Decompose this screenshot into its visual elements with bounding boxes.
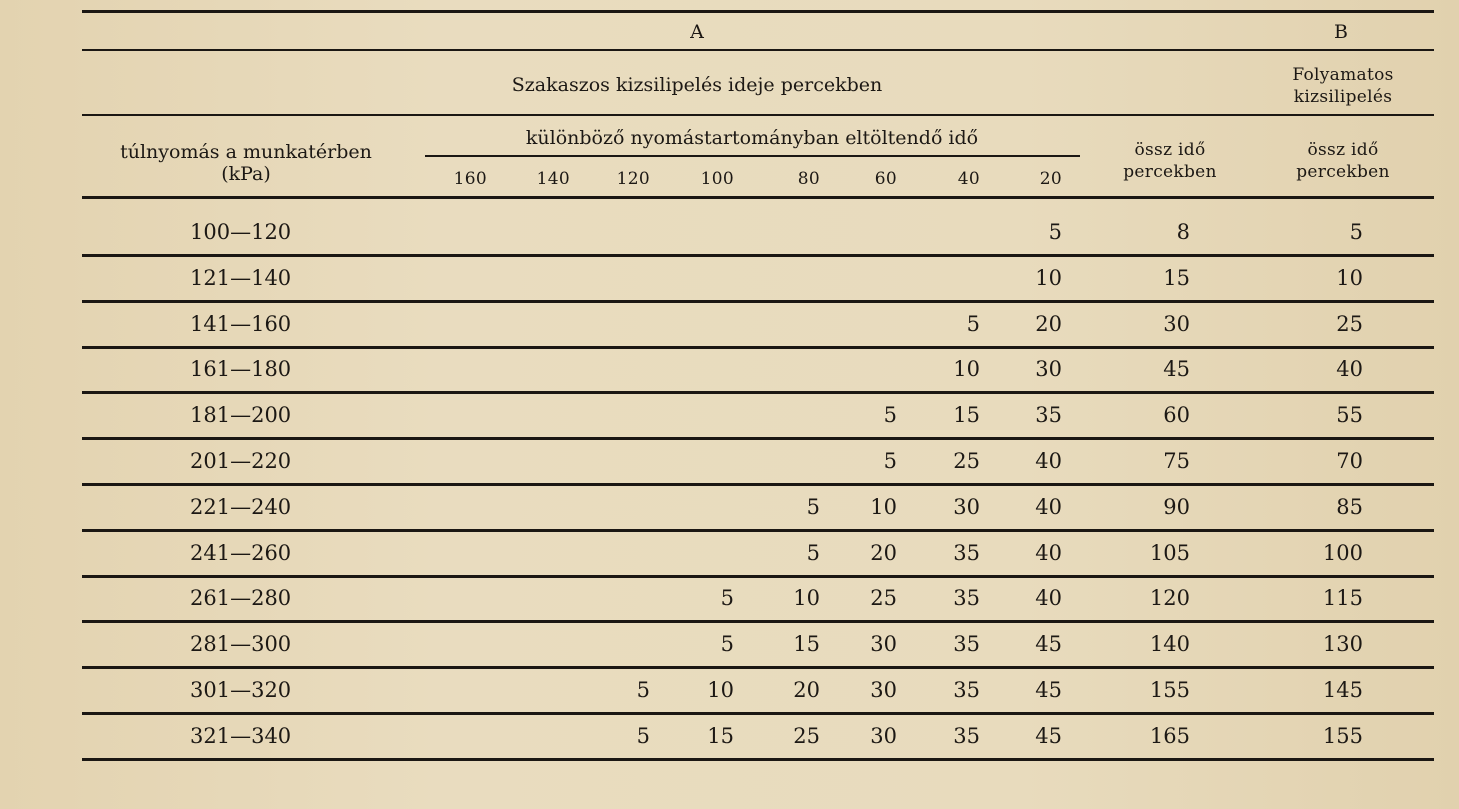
row-pressure-range: 121—140 [190,265,292,290]
column-group-a-label: A [690,21,704,43]
table-cell: 35 [953,632,980,657]
table-row-rule [82,254,1434,257]
pressure-level-header: 20 [1039,169,1062,189]
pressure-level-header: 120 [616,169,650,189]
table-cell: 15 [707,723,734,748]
total-a-header-line2: percekben [1123,162,1217,182]
table-cell: 30 [870,678,897,702]
table-row-rule [82,300,1434,303]
total-a-cell: 165 [1149,723,1190,748]
table-cell: 5 [883,449,897,473]
total-a-cell: 8 [1176,220,1190,244]
subtitle-underline [425,155,1080,157]
table-row-rule [82,437,1434,440]
row-pressure-range: 301—320 [190,678,292,702]
table-cell: 35 [953,540,980,565]
table-cell: 40 [1035,540,1062,565]
table-cell: 40 [1035,586,1062,611]
table-cell: 45 [1035,632,1062,657]
total-a-cell: 105 [1149,540,1190,565]
row-pressure-range: 241—260 [190,540,292,565]
row-header-label: túlnyomás a munkatérben [120,141,372,163]
section-b-title-line2: kizsilipelés [1293,87,1393,107]
total-a-cell: 60 [1163,403,1190,428]
table-cell: 40 [1035,449,1062,473]
total-a-cell: 155 [1149,678,1190,702]
table-rule-header-2 [82,114,1434,116]
total-a-cell: 15 [1163,265,1190,290]
total-b-cell: 155 [1322,723,1363,748]
section-a-subtitle: különböző nyomástartományban eltöltendő idő [525,127,979,149]
table-row-rule [82,758,1434,761]
pressure-level-header: 60 [874,169,897,189]
table-cell: 25 [953,449,980,473]
table-cell: 15 [793,632,820,657]
table-cell: 45 [1035,723,1062,748]
table-cell: 25 [793,723,820,748]
total-b-cell: 10 [1336,265,1363,290]
row-header-unit: (kPa) [221,163,271,185]
table-cell: 45 [1035,678,1062,702]
pressure-level-header: 140 [536,169,570,189]
table-cell: 10 [707,678,734,702]
section-a-title: Szakaszos kizsilipelés ideje percekben [511,74,883,96]
table-row-rule [82,483,1434,486]
row-pressure-range: 261—280 [190,586,292,611]
total-b-cell: 100 [1322,540,1363,565]
table-cell: 5 [806,540,820,565]
table-cell: 5 [720,632,734,657]
table-cell: 35 [953,678,980,702]
row-pressure-range: 141—160 [190,311,292,336]
table-cell: 20 [1035,311,1062,336]
total-b-header-line2: percekben [1296,162,1390,182]
row-pressure-range: 221—240 [190,494,292,519]
total-a-header-line1: össz idő [1134,140,1206,160]
total-b-cell: 85 [1336,494,1363,519]
pressure-level-header: 80 [797,169,820,189]
table-cell: 5 [720,586,734,611]
row-pressure-range: 321—340 [190,723,292,748]
row-pressure-range: 281—300 [190,632,292,657]
total-a-cell: 30 [1163,311,1190,336]
table-cell: 5 [1048,220,1062,244]
total-a-cell: 90 [1163,494,1190,519]
table-row-rule [82,575,1434,578]
table-cell: 25 [870,586,897,611]
table-cell: 10 [953,357,980,382]
table-row-rule [82,346,1434,349]
table-cell: 10 [793,586,820,611]
table-cell: 5 [806,494,820,519]
pressure-level-header: 160 [453,169,487,189]
table-cell: 5 [966,311,980,336]
row-pressure-range: 201—220 [190,449,292,473]
table-cell: 30 [870,632,897,657]
table-cell: 20 [793,678,820,702]
column-group-b-label: B [1334,21,1348,43]
table-cell: 40 [1035,494,1062,519]
total-b-cell: 40 [1336,357,1363,382]
table-cell: 35 [953,723,980,748]
table-cell: 10 [870,494,897,519]
table-cell: 30 [870,723,897,748]
table-cell: 5 [883,403,897,428]
row-pressure-range: 100—120 [190,220,292,244]
total-a-cell: 120 [1149,586,1190,611]
total-b-cell: 25 [1336,311,1363,336]
table-row-rule [82,529,1434,532]
table-cell: 15 [953,403,980,428]
table-cell: 20 [870,540,897,565]
table-cell: 10 [1035,265,1062,290]
total-b-cell: 130 [1322,632,1363,657]
total-b-cell: 145 [1322,678,1363,702]
table-cell: 30 [953,494,980,519]
total-b-cell: 115 [1322,586,1363,611]
row-pressure-range: 181—200 [190,403,292,428]
total-a-cell: 75 [1163,449,1190,473]
pressure-level-header: 40 [957,169,980,189]
total-b-cell: 5 [1349,220,1363,244]
table-row-rule [82,666,1434,669]
total-b-header-line1: össz idő [1307,140,1379,160]
table-row-rule [82,620,1434,623]
table-cell: 5 [636,723,650,748]
table-cell: 35 [1035,403,1062,428]
table-cell: 5 [636,678,650,702]
table-rule-header-1 [82,49,1434,51]
pressure-level-header: 100 [700,169,734,189]
total-b-cell: 55 [1336,403,1363,428]
table-row-rule [82,391,1434,394]
total-b-cell: 70 [1336,449,1363,473]
total-a-cell: 45 [1163,357,1190,382]
row-pressure-range: 161—180 [190,357,292,382]
total-a-cell: 140 [1149,632,1190,657]
section-b-title-line1: Folyamatos [1292,65,1394,85]
table-row-rule [82,712,1434,715]
table-rule-header-bottom [82,196,1434,199]
table-cell: 35 [953,586,980,611]
table-rule-top [82,10,1434,13]
table-cell: 30 [1035,357,1062,382]
